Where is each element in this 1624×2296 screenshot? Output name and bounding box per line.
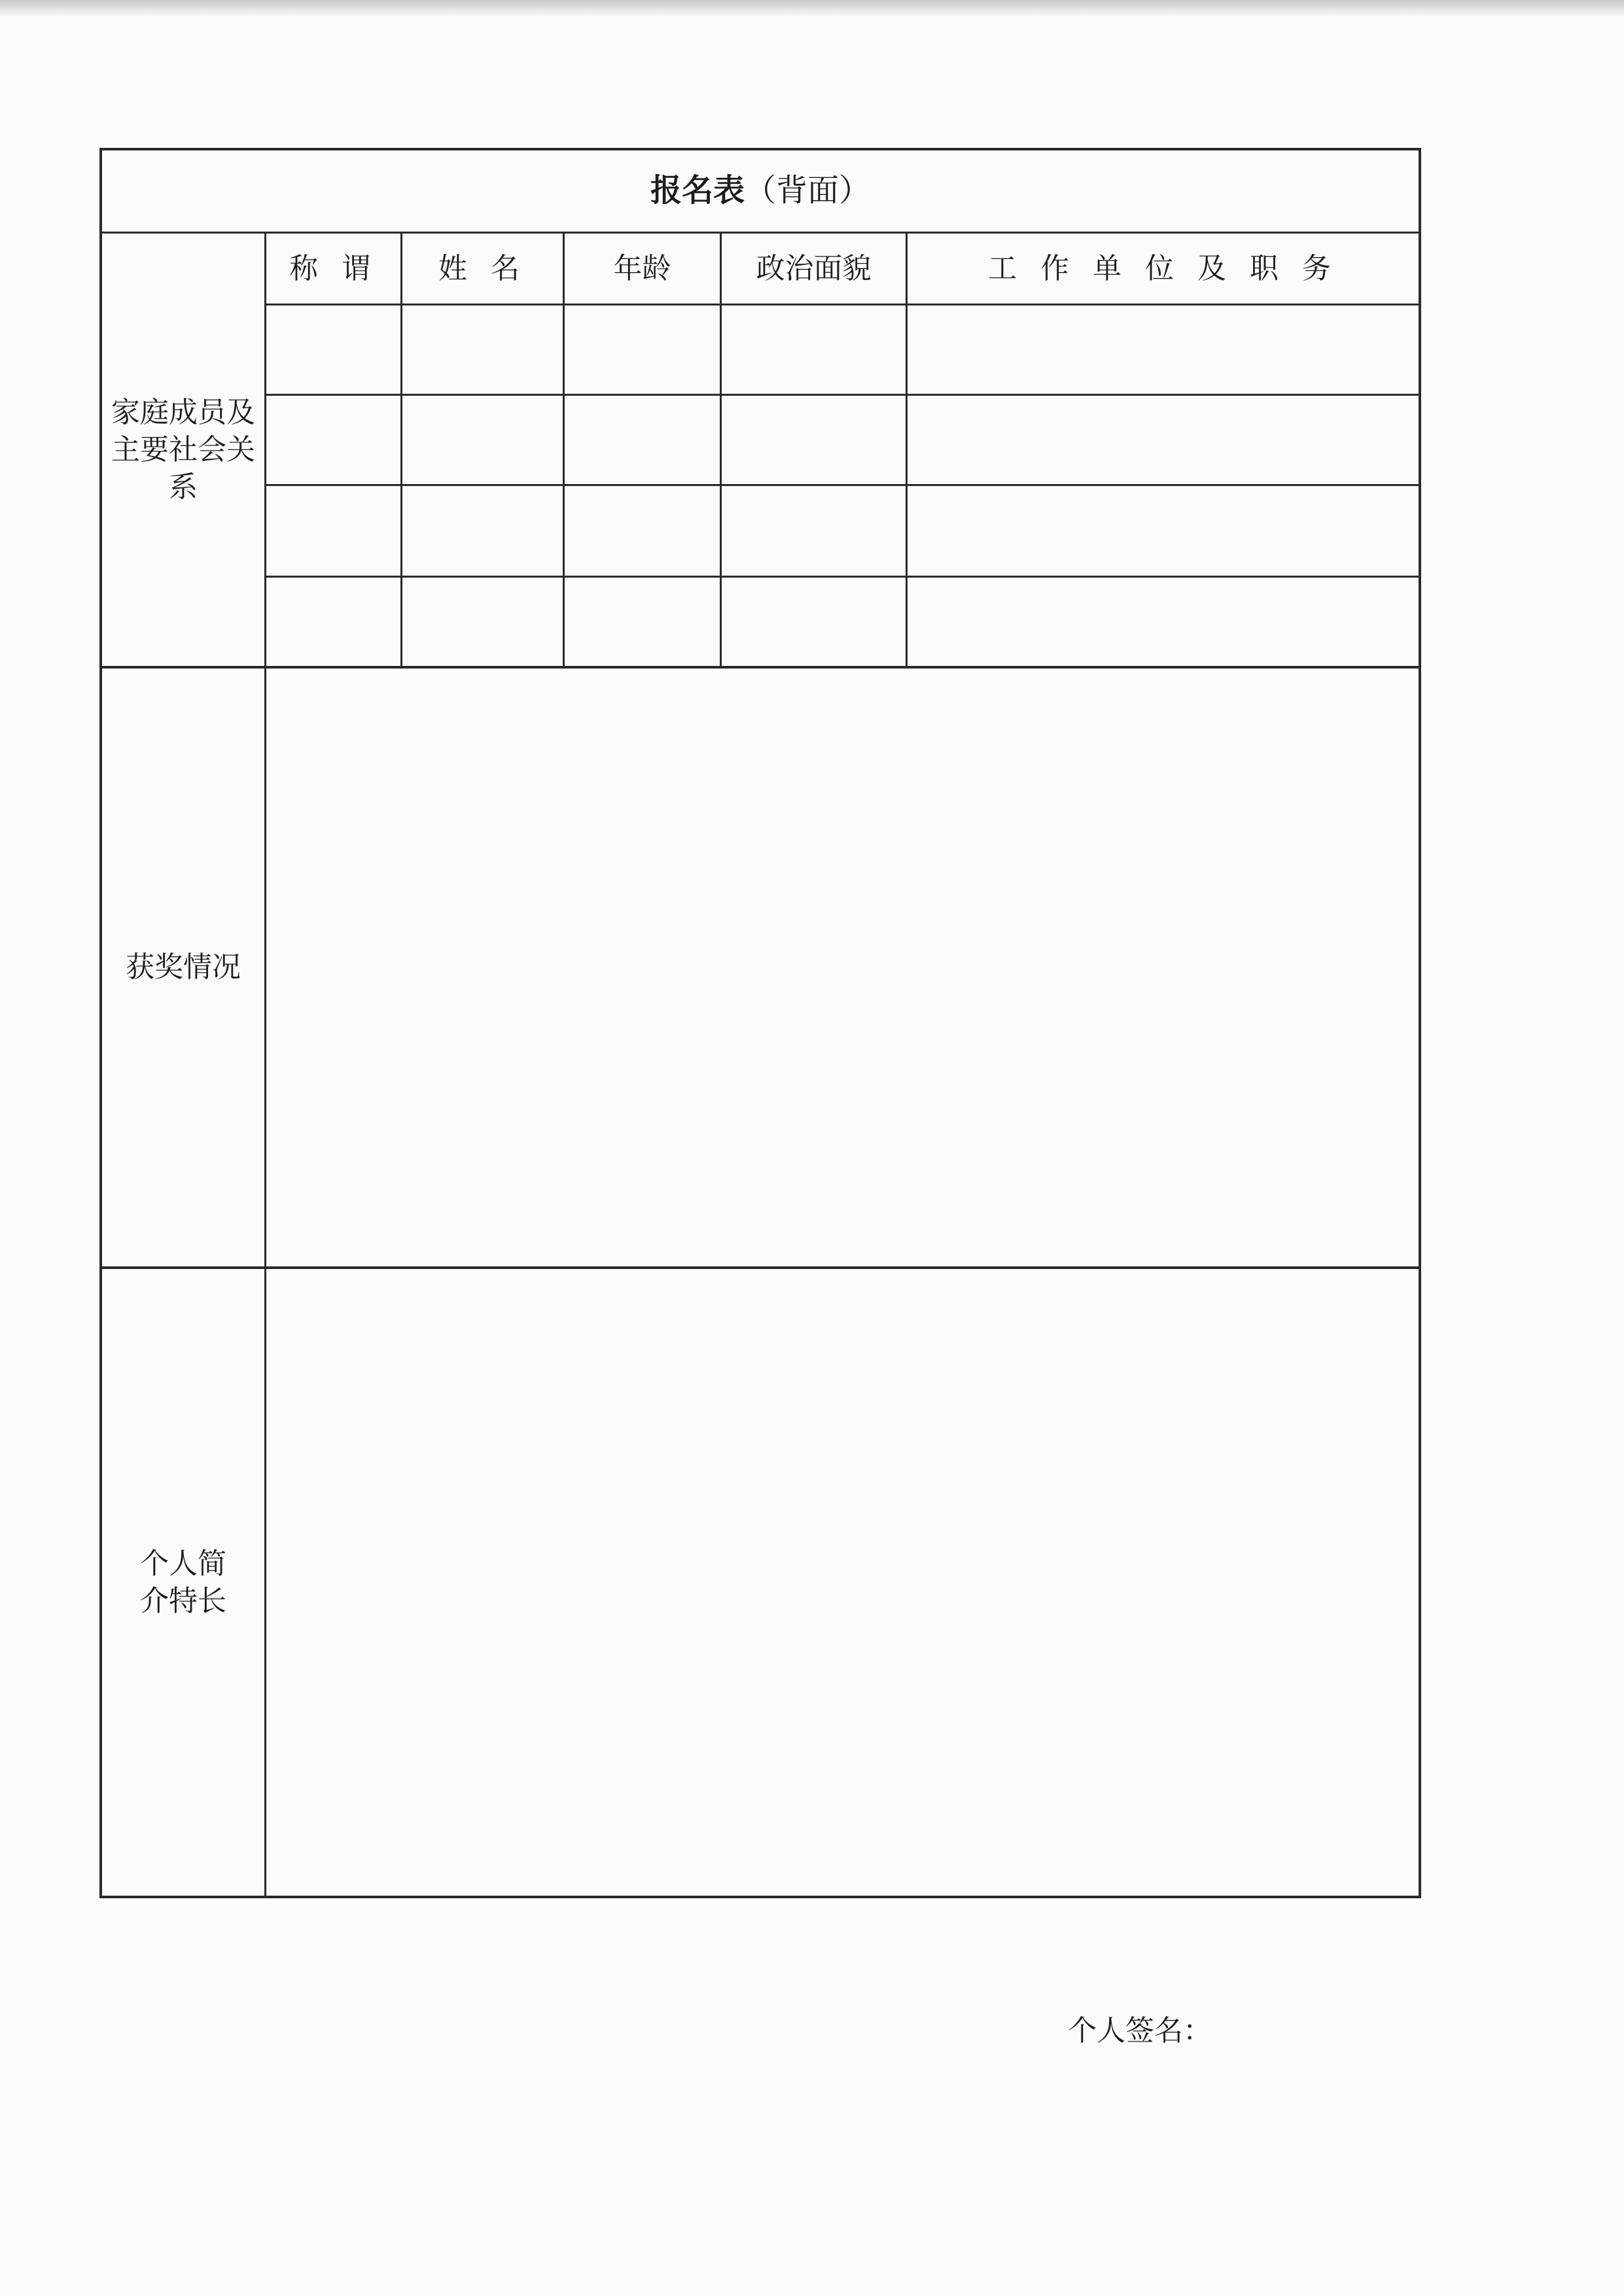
family-row-4[interactable]: [266, 578, 1419, 666]
form-title-main: 报名表: [650, 171, 745, 209]
profile-content-area[interactable]: [266, 1269, 1419, 1896]
family-row-2[interactable]: [266, 396, 1419, 484]
profile-section-label: 个人简介特长: [140, 1546, 226, 1618]
registration-form-back: [99, 148, 1421, 1898]
family-row-1[interactable]: [266, 305, 1419, 394]
form-title-suffix: （背面）: [745, 171, 871, 209]
form-border-right: [1419, 148, 1421, 1898]
family-section-label: 家庭成员及主要社会关系: [111, 395, 255, 504]
awards-content-area[interactable]: [266, 669, 1419, 1266]
col-header-name: 姓 名: [438, 251, 527, 285]
awards-section-label: 获奖情况: [126, 950, 241, 984]
col-header-age: 年龄: [613, 251, 671, 285]
family-row-3[interactable]: [266, 486, 1419, 576]
scan-edge: [0, 0, 1624, 17]
signature-label: 个人签名：: [1068, 2014, 1212, 2047]
col-header-relation: 称 谓: [289, 251, 378, 285]
form-title: [99, 148, 1421, 233]
col-header-workplace-position: 工 作 单 位 及 职 务: [988, 251, 1338, 285]
col-header-political-status: 政治面貌: [756, 251, 872, 285]
form-border-bottom: [99, 1896, 1421, 1898]
